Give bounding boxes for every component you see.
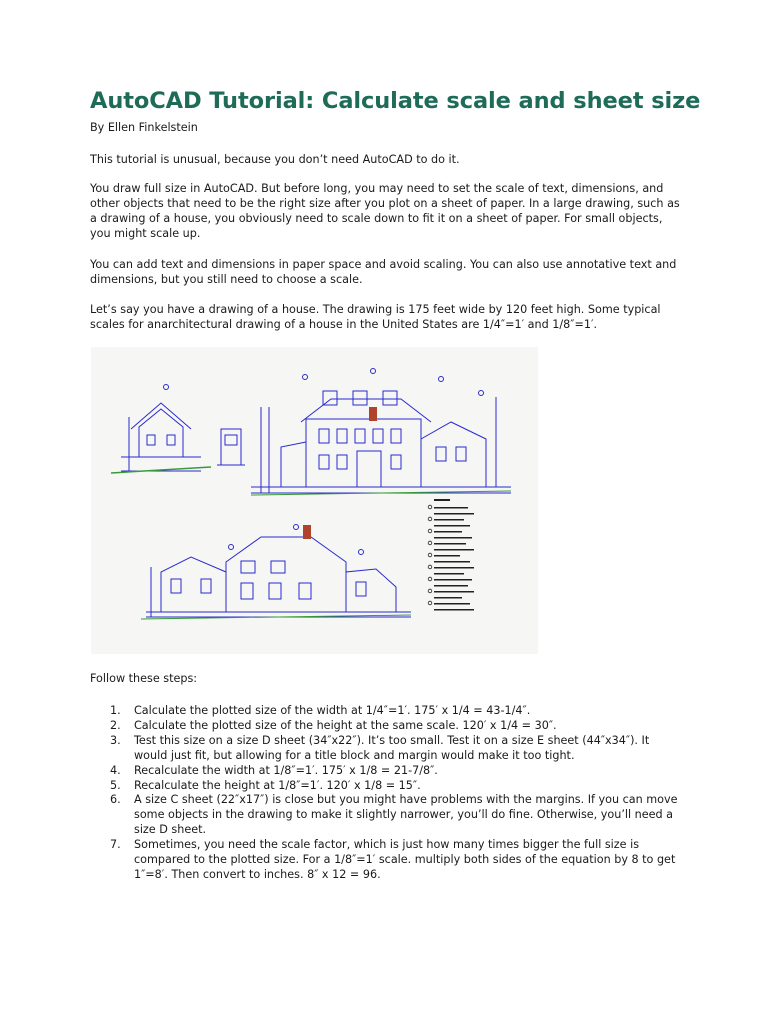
step-number: 7.	[110, 838, 121, 852]
drawing-notes-legend	[434, 499, 474, 611]
list-item	[90, 838, 680, 883]
rear-elevation	[146, 525, 411, 618]
step-number: 3.	[110, 733, 121, 747]
step-text: A size C sheet (22″x17″) is close but you might have problems with the margins. If you can move some objects in the drawing to make it slightly narrower, you’ll do fine. Otherwise, you’ll need a size D sheet.	[134, 793, 678, 837]
list-item	[90, 793, 680, 838]
steps-list	[90, 704, 680, 883]
list-item	[90, 764, 680, 779]
paragraph-full-size: You draw full size in AutoCAD. But before long, you may need to set the scale of text, dimensions, and other objects that need to be the right size after you plot on a sheet of paper. In a large drawing, such as a drawing of a house, you obviously need to scale down to fit it on a sheet of paper. For small objects, you might scale up.	[90, 182, 680, 240]
narrow-elevation	[217, 429, 245, 465]
step-text: Sometimes, you need the scale factor, which is just how many times bigger the full size is compared to the plotted size. For a 1/8″=1′ scale. multiply both sides of the equation by 8 to get 1″=8′. Then convert to inches. 8″ x 12 = 96.	[134, 838, 676, 881]
step-text: Recalculate the height at 1/8″=1′. 120′ x 1/8 = 15″.	[134, 778, 421, 792]
paragraph-paper-space: You can add text and dimensions in paper space and avoid scaling. You can also use annotative text and dimensions, but you still need to choose a scale.	[90, 258, 677, 286]
house-drawing-icon	[91, 347, 538, 654]
list-item	[90, 719, 680, 734]
step-number: 6.	[110, 793, 121, 807]
step-number: 5.	[110, 778, 121, 792]
paragraph-intro: This tutorial is unusual, because you don’t need AutoCAD to do it.	[90, 153, 460, 166]
main-elevation	[251, 369, 511, 494]
house-elevation-drawing	[91, 347, 538, 654]
paragraph-house-example: Let’s say you have a drawing of a house. The drawing is 175 feet wide by 120 feet high. Some typical scales for anarchitectural drawing of a house in the United States are 1/4″=1′ and 1/8″=1′.	[90, 303, 661, 331]
page-title: AutoCAD Tutorial: Calculate scale and sheet size	[90, 88, 701, 114]
step-number: 2.	[110, 718, 121, 732]
step-number: 1.	[110, 704, 121, 717]
step-text: Calculate the plotted size of the height at the same scale. 120′ x 1/4 = 30″.	[134, 718, 557, 732]
step-text: Recalculate the width at 1/8″=1′. 175′ x 1/8 = 21-7/8″.	[134, 763, 438, 777]
steps-intro: Follow these steps:	[90, 672, 198, 685]
side-elevation-small	[121, 385, 201, 472]
list-item	[90, 779, 680, 794]
step-number: 4.	[110, 763, 121, 777]
list-item	[90, 704, 680, 719]
step-text: Test this size on a size D sheet (34″x22″). It’s too small. Test it on a size E sheet (44″x34″). It would just fit, but allowing for a title block and margin would make it too tight.	[134, 733, 650, 762]
list-item	[90, 734, 680, 764]
step-text: Calculate the plotted size of the width at 1/4″=1′. 175′ x 1/4 = 43-1/4″.	[134, 704, 531, 717]
author-byline: By Ellen Finkelstein	[90, 121, 198, 134]
